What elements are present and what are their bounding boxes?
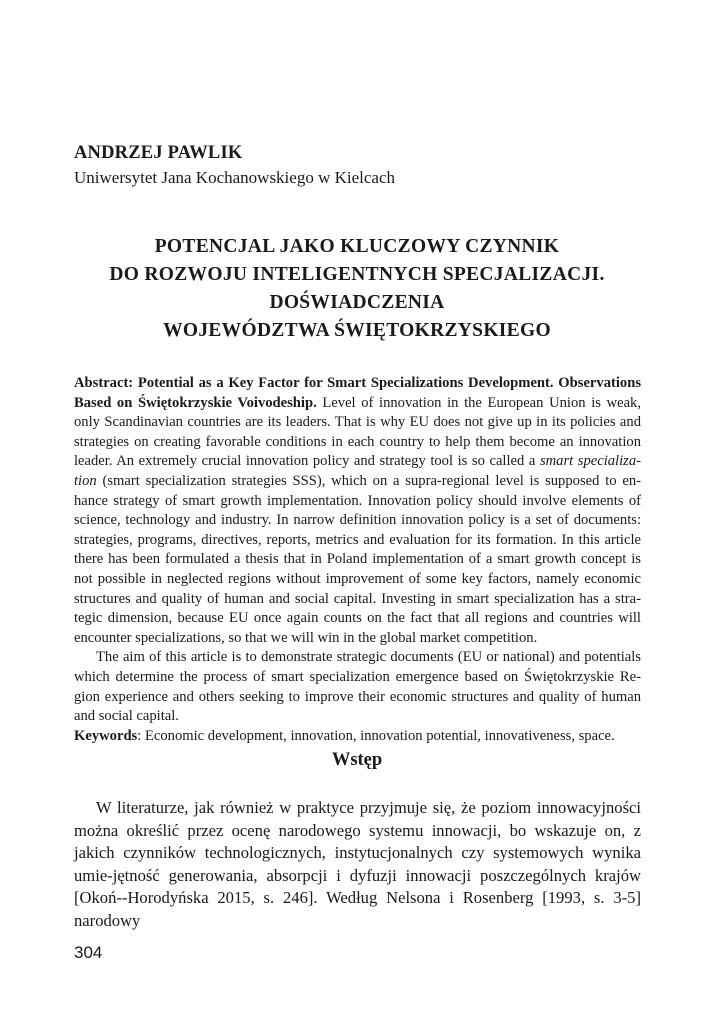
title-line-2: DO ROZWOJU INTELIGENTNYCH SPECJALIZACJI. <box>109 264 605 285</box>
title-line-3: DOŚWIADCZENIA <box>269 292 445 313</box>
section-heading: Wstęp <box>331 750 383 770</box>
abstract-paragraph-2: The aim of this article is to demonstrate strategic documents (EU or national) and potentials which determine the process of smart specialization emergence based on Świętokrzyskie Re-gion experience and others seeking to improve their economic structures and quality of human and social capital. <box>74 649 641 725</box>
keywords-line <box>74 727 641 747</box>
author-name: ANDRZEJ PAWLIK <box>74 143 243 163</box>
keywords-label: Keywords <box>74 727 138 744</box>
section-paragraph: W literaturze, jak również w praktyce przyjmuje się, że poziom innowacyjności można określić przez ocenę narodowego systemu innowacji, bo wskazuje on, z jakich czynników technologicznych, instytucjonalnych czy systemowych wynika umie-jętność generowania, absorpcji i dyfuzji innowacji poszczególnych krajów [Okoń--Horodyńska 2015, s. 246]. Według Nelsona i Rosenberg [1993, s. 3-5] narodowy <box>74 798 641 930</box>
abstract-text-2: (smart specialization strategies SSS), which on a supra-regional level is supposed to en-hance strategy of smart growth implementation. Innovation policy should involve elements of science, technology and industry. In narrow definition innovation policy is a set of documents: strategies, programs, directives, reports, metrics and evaluation for its formation. In this article there has been formulated a thesis that in Poland implementation of a smart growth concept is not possible in neglected regions without improvement of some key factors, namely economic structures and quality of human and social capital. Investing in smart specialization has a stra-tegic dimension, because EU once again counts on the fact that all regions and countries will encounter specializations, so that we will win in the global market competition. <box>74 472 641 646</box>
author-affiliation: Uniwersytet Jana Kochanowskiego w Kielcach <box>74 168 396 187</box>
keywords-text: : Economic development, innovation, innovation potential, innovativeness, space. <box>137 727 615 744</box>
abstract-paragraph-1 <box>74 374 641 648</box>
abstract-heading: Abstract: Potential as a Key Factor for Smart Specializations Development. Observations Based on Świętokrzyskie Voivodeship. <box>74 375 641 411</box>
abstract-block <box>74 374 641 746</box>
title-line-4: WOJEWÓDZTWA ŚWIĘTOKRZYSKIEGO <box>163 320 551 341</box>
title-line-1: POTENCJAL JAKO KLUCZOWY CZYNNIK <box>154 236 560 257</box>
article-title <box>60 233 654 345</box>
abstract-italic-term: smart specializa-tion <box>74 453 641 489</box>
abstract-text-1: Level of innovation in the European Union is weak, only Scandinavian countries are its leaders. That is why EU does not give up in its policies and strategies on creating favorable conditions in each country to help them become an innovation leader. An extremely crucial innovation policy and strategy tool is so called a <box>74 394 641 470</box>
page-number: 304 <box>74 943 103 962</box>
